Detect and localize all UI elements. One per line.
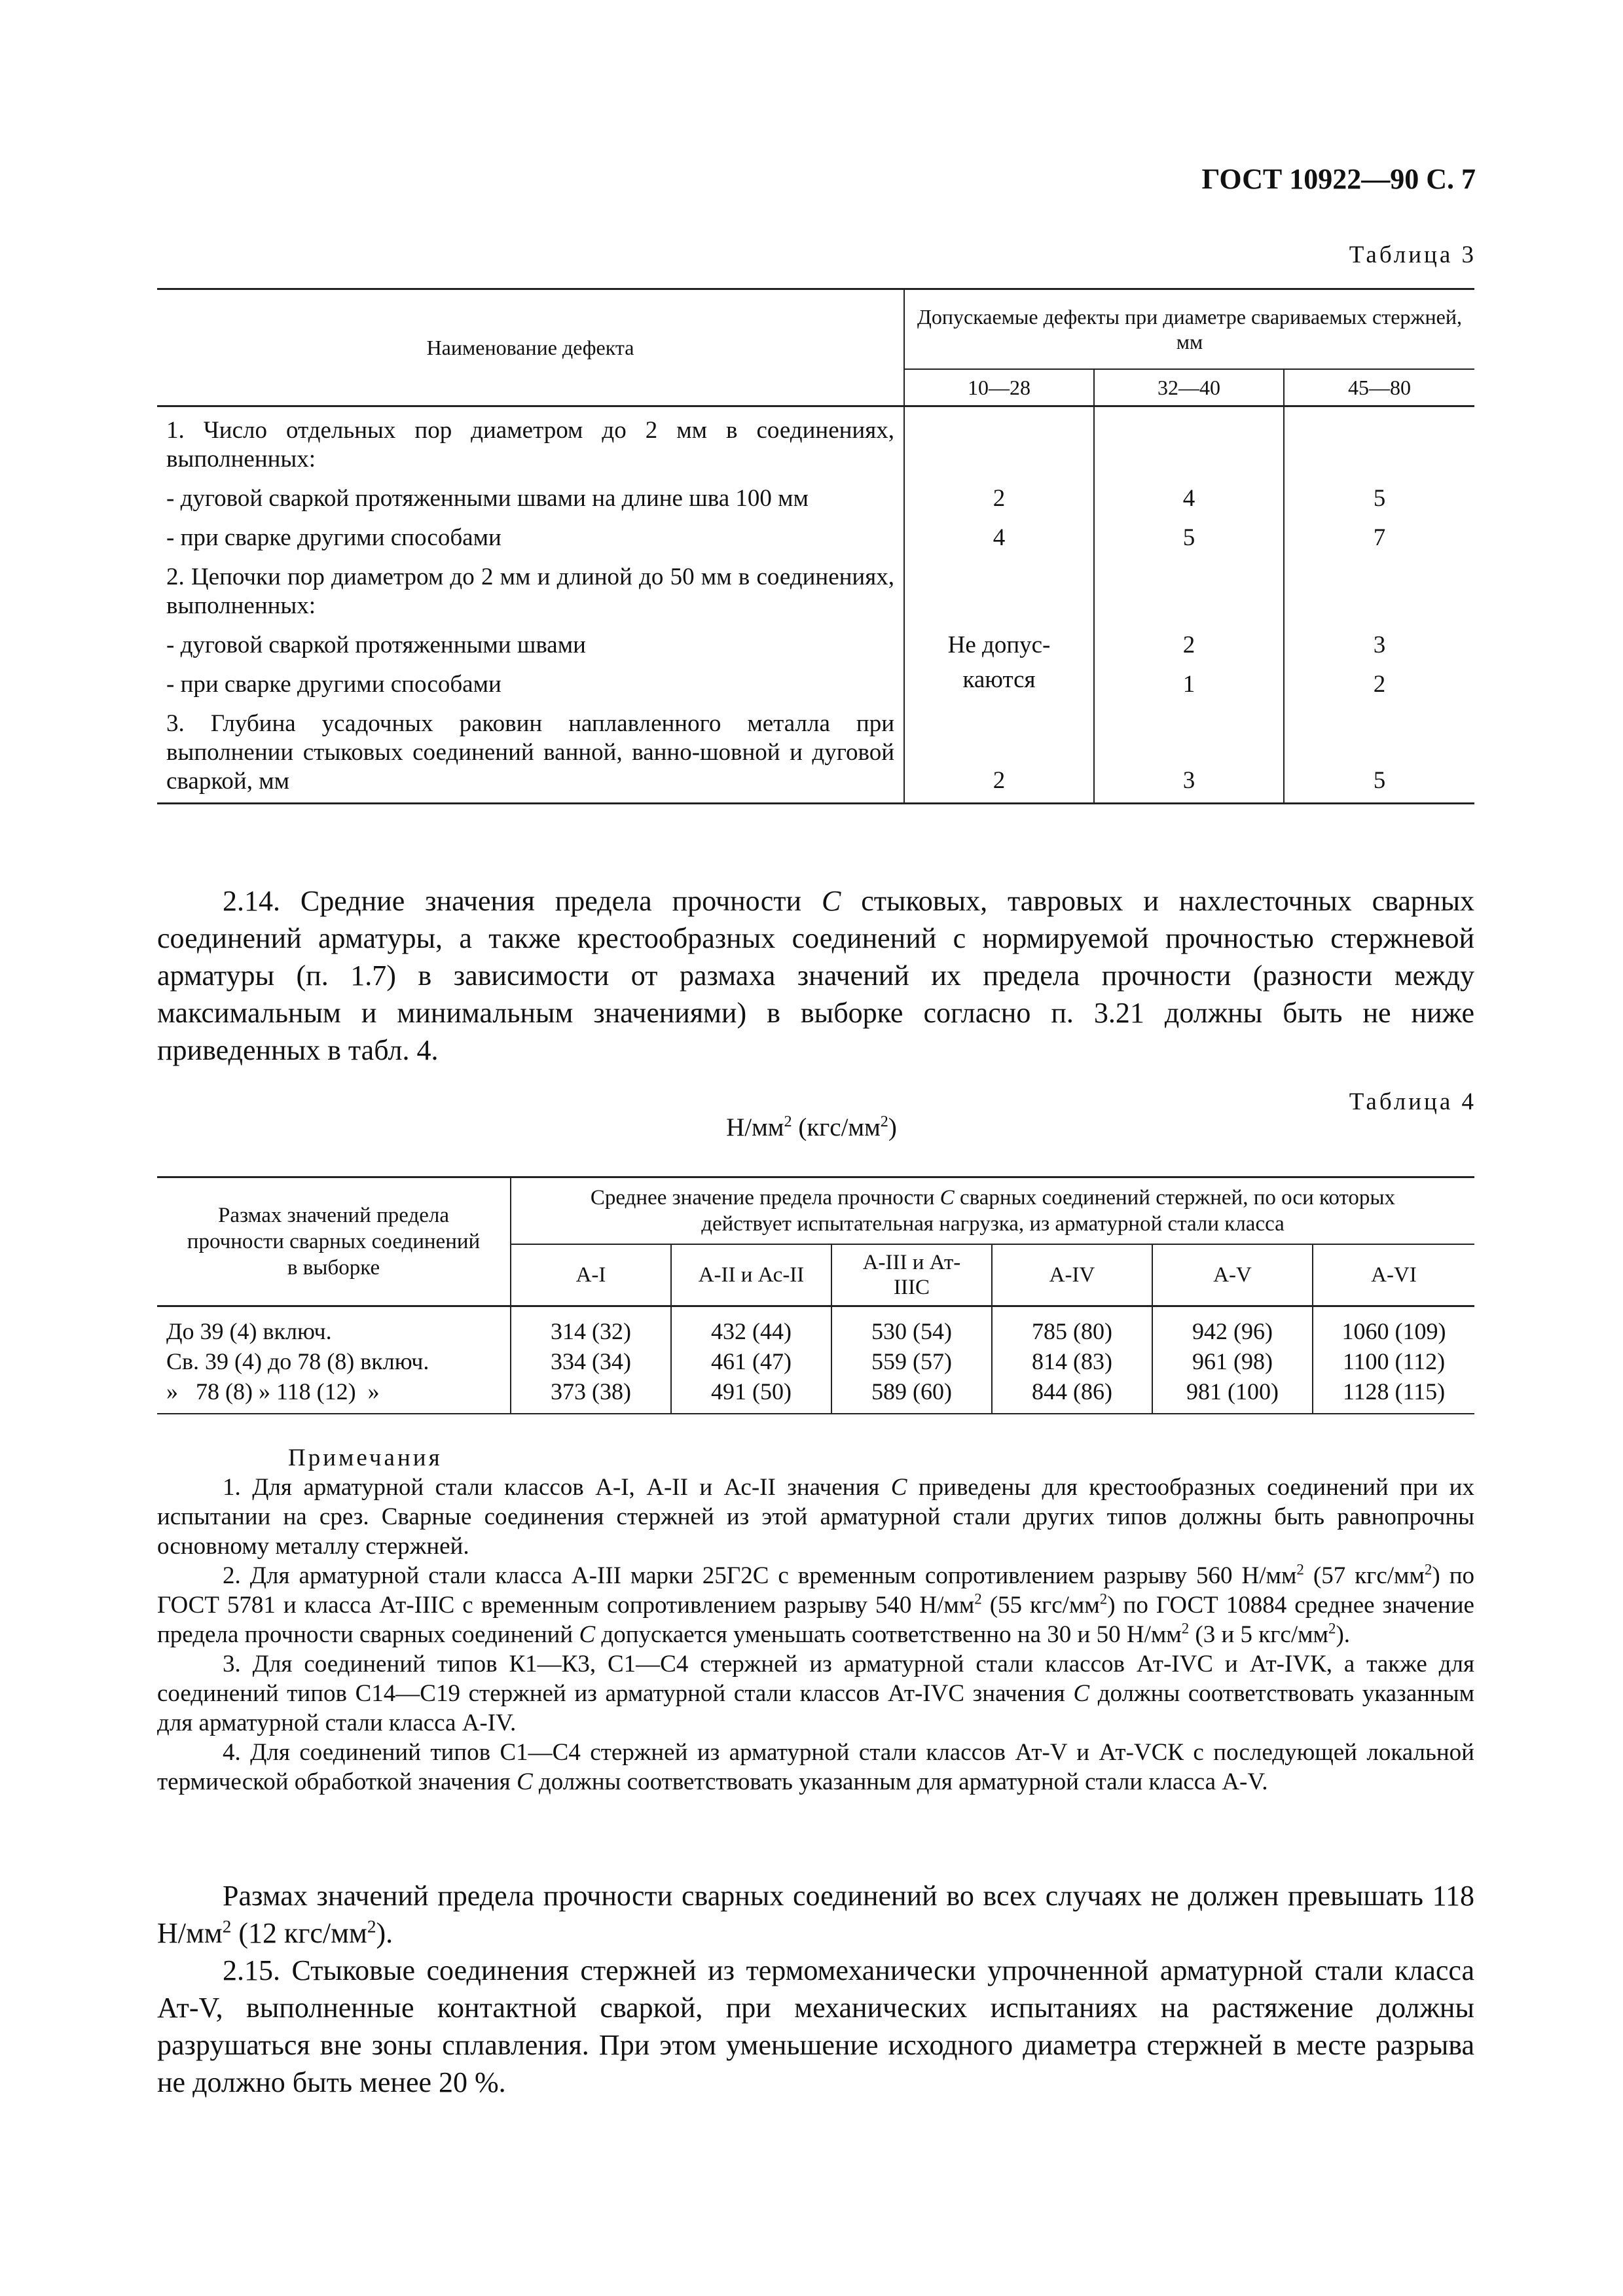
symbol-c: С	[579, 1621, 596, 1648]
col-class-5: А-V	[1152, 1244, 1313, 1306]
defects-table	[157, 288, 1474, 804]
paragraph-2-15: 2.15. Стыковые соединения стержней из термомеханически упрочненной арматурной стали класса Ат-V, выполненные контактной сваркой, при механических испытаниях на растяжение должны разрушаться вне зоны сплавления. При этом уменьшение исходного диаметра стержней в месте разрыва не должно быть менее 20 %.	[157, 1954, 1474, 2098]
table-row	[157, 479, 1474, 518]
units-text: (кгс/мм	[792, 1113, 881, 1141]
table4-caption-word: Таблица	[1349, 1088, 1453, 1115]
note-text: 3. Для соединений типов К1—К3, С1—С4 стержней из арматурной стали классов Ат-IVС и Ат-IVК, а также для соединений типов С14—С19 стержней из арматурной стали классов Ат-IVС значения	[157, 1651, 1474, 1707]
notes-block	[157, 1443, 1474, 1797]
table-row	[157, 704, 1474, 804]
value-cell: 1	[1094, 665, 1284, 704]
note-text: ).	[1336, 1621, 1351, 1648]
table-row	[157, 665, 1474, 704]
value-cell: 844 (86)	[992, 1376, 1152, 1414]
value-cell: 4	[904, 518, 1094, 558]
table-row	[157, 1376, 1474, 1414]
table-row	[157, 558, 1474, 626]
superscript: 2	[1296, 1561, 1304, 1578]
value-cell: 814 (83)	[992, 1346, 1152, 1376]
note-text: 4. Для соединений типов С1—С4 стержней из арматурной стали классов Ат-V и Ат-VСК с последующей локальной термической обработкой значения	[157, 1739, 1474, 1795]
value-cell: 461 (47)	[671, 1346, 831, 1376]
defect-name: 1. Число отдельных пор диаметром до 2 мм в соединениях, выполненных:	[166, 417, 894, 473]
value-cell: 785 (80)	[992, 1306, 1152, 1347]
range-cell: Св. 39 (4) до 78 (8) включ.	[166, 1348, 429, 1374]
symbol-c: С	[890, 1474, 907, 1501]
superscript: 2	[222, 1916, 232, 1937]
paragraph-text: (12 кгс/мм	[231, 1917, 367, 1949]
note-text: 2. Для арматурной стали класса А-III марки 25Г2С с временным сопротивлением разрыву 560 Н/мм	[223, 1562, 1297, 1589]
note-text: (3 и 5 кгс/мм	[1189, 1621, 1328, 1648]
defect-name: - дуговой сваркой протяженными швами	[166, 632, 586, 658]
notes-title: Примечания	[288, 1444, 443, 1471]
col-defect-name: Наименование дефекта	[157, 289, 904, 406]
value-cell: 5	[1094, 518, 1284, 558]
value-cell: 1100 (112)	[1313, 1346, 1474, 1376]
table-row	[157, 1346, 1474, 1376]
paragraph-text: ).	[376, 1917, 393, 1949]
col-class-4: А-IV	[992, 1244, 1152, 1306]
value-cell: каются	[904, 665, 1094, 704]
paragraph-2-14	[157, 882, 1474, 1069]
symbol-c: С	[1073, 1680, 1090, 1707]
symbol-c: С	[939, 1186, 955, 1210]
value-cell	[1094, 558, 1284, 626]
superscript: 2	[974, 1590, 982, 1607]
table4-units	[0, 1113, 1623, 1142]
note-text: ) по ГОСТ 10884 среднее значение предела прочности сварных соединений	[157, 1592, 1474, 1648]
col-class-6: А-VI	[1313, 1244, 1474, 1306]
value-cell: 589 (60)	[831, 1376, 992, 1414]
table3-caption-number: 3	[1461, 242, 1474, 268]
table-row	[157, 626, 1474, 665]
value-cell: 7	[1284, 518, 1474, 558]
defect-name: 2. Цепочки пор диаметром до 2 мм и длиной до 50 мм в соединениях, выполненных:	[166, 564, 894, 619]
value-cell: 530 (54)	[831, 1306, 992, 1347]
units-text: )	[888, 1113, 897, 1141]
col-class-1: А-I	[511, 1244, 671, 1306]
table4-caption	[1349, 1088, 1474, 1116]
value-cell: 4	[1094, 479, 1284, 518]
defect-name: - при сварке другими способами	[166, 671, 501, 698]
value-cell: 2	[904, 479, 1094, 518]
value-cell: 559 (57)	[831, 1346, 992, 1376]
defect-name: 3. Глубина усадочных раковин наплавленного металла при выполнении стыковых соединений ванной, ванно-шовной и дуговой сваркой, мм	[166, 710, 894, 795]
value-cell: 2	[1094, 626, 1284, 665]
paragraph-text: 2.14. Средние значения предела прочности	[223, 885, 822, 917]
value-cell: 1128 (115)	[1313, 1376, 1474, 1414]
superscript: 2	[784, 1113, 792, 1130]
note-text: приведены для крестообразных соединений при их испытании на срез. Сварные соединения стержней из этой арматурной стали других типов должны быть равнопрочны основному металлу стержней.	[157, 1474, 1474, 1560]
value-cell: Не допус-	[904, 626, 1094, 665]
note-2	[157, 1561, 1474, 1649]
value-cell: 961 (98)	[1152, 1346, 1313, 1376]
value-cell: 5	[1284, 479, 1474, 518]
units-text: Н/мм	[726, 1113, 784, 1141]
value-cell	[1284, 406, 1474, 480]
paragraph-text: Размах значений предела прочности сварных соединений во всех случаях не должен превышать 118 Н/мм	[157, 1880, 1474, 1949]
table-row	[157, 1306, 1474, 1347]
note-1	[157, 1473, 1474, 1561]
value-cell: 1060 (109)	[1313, 1306, 1474, 1347]
note-text: должны соответствовать указанным для арматурной стали класса А-V.	[532, 1768, 1268, 1795]
page-header: ГОСТ 10922—90 С. 7	[1201, 163, 1476, 195]
superscript: 2	[880, 1113, 888, 1130]
value-cell: 5	[1284, 704, 1474, 804]
superscript: 2	[1328, 1620, 1336, 1637]
defect-name: - при сварке другими способами	[166, 524, 501, 551]
paragraph-range	[157, 1877, 1474, 2101]
superscript: 2	[1181, 1620, 1190, 1637]
defect-name: - дуговой сваркой протяженными швами на длине шва 100 мм	[166, 485, 809, 512]
col-allowed-defects: Допускаемые дефекты при диаметре свариваемых стержней, мм	[904, 289, 1474, 370]
value-cell: 432 (44)	[671, 1306, 831, 1347]
note-3	[157, 1649, 1474, 1738]
value-cell: 981 (100)	[1152, 1376, 1313, 1414]
paragraph-text: стыковых, тавровых и нахлесточных сварных соединений арматуры, а также крестообразных соединений с нормируемой прочностью стержневой арматуры (п. 1.7) в зависимости от размаха значений их предела прочности (разности между максимальным и минимальным значениями) в выборке согласно п. 3.21 должны быть не ниже приведенных в табл. 4.	[157, 885, 1475, 1066]
table-row	[157, 518, 1474, 558]
value-cell: 942 (96)	[1152, 1306, 1313, 1347]
value-cell	[1284, 558, 1474, 626]
col-range: Размах значений предела прочности сварных соединений в выборке	[157, 1177, 511, 1306]
col-range-2: 32—40	[1094, 369, 1284, 406]
table3-caption	[1349, 241, 1474, 269]
value-cell	[1094, 406, 1284, 480]
superscript: 2	[1424, 1561, 1432, 1578]
note-text: (57 кгс/мм	[1304, 1562, 1425, 1589]
value-cell: 314 (32)	[511, 1306, 671, 1347]
table3-caption-word: Таблица	[1349, 242, 1453, 268]
value-cell: 2	[904, 704, 1094, 804]
value-cell: 334 (34)	[511, 1346, 671, 1376]
col-mean-strength	[511, 1177, 1474, 1245]
value-cell: 3	[1094, 704, 1284, 804]
value-cell: 2	[1284, 665, 1474, 704]
header-text: сварных соединений стержней, по оси которых действует испытательная нагрузка, из арматурной стали класса	[701, 1186, 1396, 1236]
strength-table	[157, 1176, 1474, 1414]
col-class-2: А-II и Ас-II	[671, 1244, 831, 1306]
range-cell: До 39 (4) включ.	[166, 1318, 332, 1344]
table4-caption-number: 4	[1461, 1088, 1474, 1115]
superscript: 2	[1099, 1590, 1108, 1607]
value-cell	[904, 406, 1094, 480]
note-4	[157, 1738, 1474, 1797]
symbol-c: С	[821, 885, 841, 917]
table-row	[157, 406, 1474, 480]
value-cell: 3	[1284, 626, 1474, 665]
col-range-3: 45—80	[1284, 369, 1474, 406]
note-text: должны соответствовать указанным для арматурной стали класса А-IV.	[157, 1680, 1474, 1736]
value-cell	[904, 558, 1094, 626]
col-range-1: 10—28	[904, 369, 1094, 406]
note-text: ) по ГОСТ 5781 и класса Ат-IIIС с временным сопротивлением разрыву 540 Н/мм	[157, 1562, 1474, 1619]
superscript: 2	[367, 1916, 376, 1937]
value-cell: 373 (38)	[511, 1376, 671, 1414]
range-cell: » 78 (8) » 118 (12) »	[166, 1378, 380, 1405]
col-class-3: А-III и Ат-IIIС	[831, 1244, 992, 1306]
value-cell: 491 (50)	[671, 1376, 831, 1414]
note-text: 1. Для арматурной стали классов А-I, А-II и Ас-II значения	[223, 1474, 891, 1501]
header-text: Среднее значение предела прочности	[590, 1186, 940, 1210]
note-text: (55 кгс/мм	[981, 1592, 1100, 1619]
note-text: допускается уменьшать соответственно на 30 и 50 Н/мм	[595, 1621, 1182, 1648]
symbol-c: С	[516, 1768, 533, 1795]
